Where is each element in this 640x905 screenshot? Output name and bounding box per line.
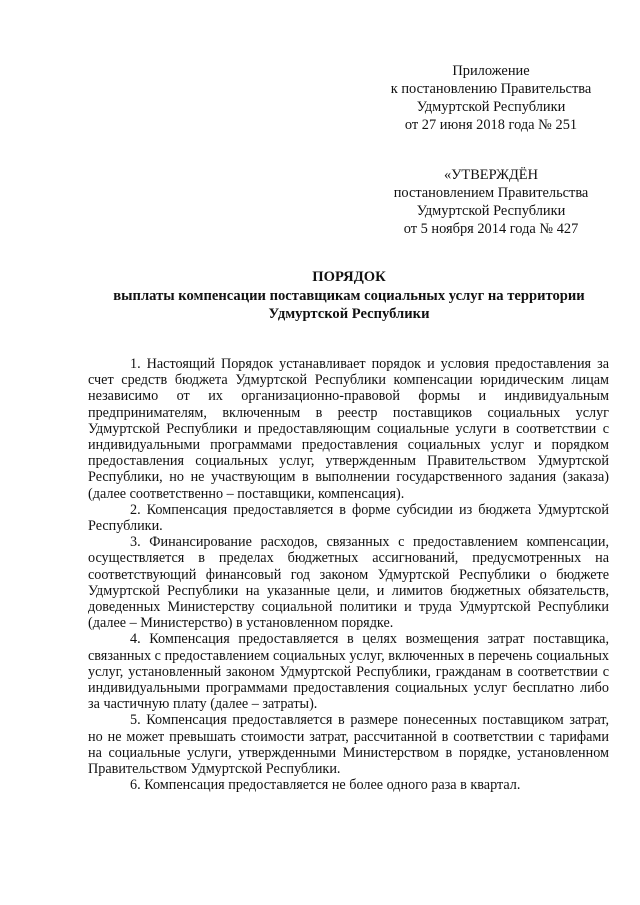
appendix-header [380, 62, 602, 134]
appendix-date-number: от 27 июня 2018 года № 251 [404, 117, 578, 133]
appendix-reference: к постановлению Правительства [390, 81, 592, 97]
paragraph-3: 3. Финансирование расходов, связанных с предоставлением компенсации, осуществляется в пределах бюджетных ассигнований, предусмотренных на соответствующий финансовый год законом Удмуртской Республики о бюджете Удмуртской Республики на указанные цели, и лимитов бюджетных обязательств, доведенных Министерству социальной политики и труда Удмуртской Республики (далее – Министерство) в установленном порядке. [88, 534, 609, 632]
document-subtitle: выплаты компенсации поставщикам социальных услуг на территории Удмуртской Республики [113, 288, 585, 322]
paragraph-6: 6. Компенсация предоставляется не более одного раза в квартал. [130, 777, 521, 794]
approval-label: «УТВЕРЖДЁН [444, 167, 538, 183]
paragraph-4: 4. Компенсация предоставляется в целях возмещения затрат поставщика, связанных с предоставлением социальных услуг, включенных в перечень социальных услуг, установленный законом Удмуртской Республики, гражданам в соответствии с индивидуальными программами предоставления социальных услуг бесплатно либо за частичную плату (далее – затраты). [88, 631, 609, 713]
approval-date-number: от 5 ноября 2014 года № 427 [403, 221, 579, 237]
paragraph-5: 5. Компенсация предоставляется в размере понесенных поставщиком затрат, но не может превышать стоимости затрат, рассчитанной в соответствии с тарифами на социальные услуги, утвержденными Министерством в порядке, установленном Правительством Удмуртской Республики. [88, 712, 609, 778]
paragraph-1: 1. Настоящий Порядок устанавливает порядок и условия предоставления за счет средств бюджета Удмуртской Республики компенсации юридическим лицам независимо от их организационно-правовой формы и индивидуальным предпринимателям, включенным в реестр поставщиков социальных услуг Удмуртской Республики и предоставляющим социальные услуги в соответствии с индивидуальными программами предоставления социальных услуг и порядком предоставления социальных услуг, утвержденным Правительством Удмуртской Республики, но не участвующим в выполнении государственного задания (заказа) (далее соответственно – поставщики, компенсация). [88, 356, 609, 502]
approval-reference: постановлением Правительства [393, 185, 589, 201]
document-body [88, 356, 609, 793]
approval-header [380, 166, 602, 238]
appendix-authority: Удмуртской Республики [416, 99, 566, 115]
document-title: ПОРЯДОК [312, 269, 386, 285]
appendix-label: Приложение [452, 63, 530, 79]
paragraph-2: 2. Компенсация предоставляется в форме субсидии из бюджета Удмуртской Республики. [88, 501, 609, 535]
approval-authority: Удмуртской Республики [416, 203, 566, 219]
